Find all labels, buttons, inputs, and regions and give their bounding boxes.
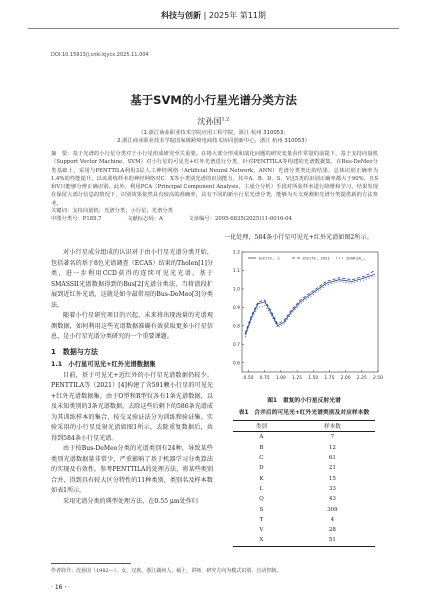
paper-title: 基于SVM的小行星光谱分类方法 — [130, 93, 297, 107]
right-column-intro: 一化处理，584条小行星可见光+红外光谱如图2所示。 — [224, 234, 373, 241]
affiliation-1: （1.浙江商业职业技术学院应用工程学院，浙江 杭州 310053； — [138, 130, 289, 136]
abstract: 摘 要：基于光谱的小行星分类对于小行星组成研究至关重要。在将大部分形成和演化问题的研究变量看作常量的前提下，基于支持向量机（Support Vector Machine，SVM）对小行星的可见光+红外光谱进行分类，针对PENTTILA等构建的光谱数据集，在Bus-DeMeo分类基础上，采用与PENTTILA利用3层人工神经网络（Artificial Neural Network，ANN）光谱分类类比的结果，总体识别正确率为1.4%的性能提升，以该训练样本的神经网络对C、X等小类别光谱的识别能力，其中A、B、D、S、V这5类的识别正确率都大于90%，且S和V只能够分辨正确识别。此外，利用PCA（Principal Component Analysis，主成分分析）手段对所获样本进行降维和学习，结果发现在保留大部分信息的情况下，识别效果依然具有较高的准确率，具有不同的新小行星光谱分类，能够为天文观测和光谱分类提供新的方法参考。 — [51, 151, 378, 207]
table-row — [233, 494, 375, 504]
body-paragraph-1: 目前，基于可见光+近红外的小行星光谱数据仍较少。PENTTILA等（2021）[4]构建了含591颗小行星的可见光+红外光谱数据集，由于O型和R型仅各有1条光谱数据，以及未知类别的3条光谱数据，去除这些后剩下的586条光谱成为其训练样本的集合，按交叉验证法分为训练和验证集。实验采用的小行星反射光谱如图1所示，去除重复数据后，共得到584条小行星光谱。 — [51, 371, 213, 442]
y-tick-label: 1.0 — [232, 287, 240, 293]
author-sup: 1,2 — [221, 116, 230, 123]
intro-paragraph-2: 随着小行星研究项目的兴起，未来将出现海量的光谱观测数据，如何利用这些光谱数据准确有效获取更多小行星信息，是小行星光谱分类研究的一个重要课题。 — [51, 312, 213, 340]
table-cell-count: 309 — [327, 506, 338, 513]
table-row — [233, 504, 375, 514]
table-cell-class: A — [259, 434, 264, 441]
table-cell-count: 43 — [328, 496, 336, 503]
table-cell-class: K — [259, 475, 264, 482]
legend-label: 2006 SA_... — [346, 256, 367, 261]
table-cell-count: 51 — [290, 535, 375, 546]
footnote: 作者简介：沈孙国（1982—），女，汉族，浙江湖州人，硕士，讲师，研究方向为模式识别、自动控制。 — [51, 568, 282, 574]
page-number: · 16 · — [51, 584, 67, 591]
table-row — [233, 432, 375, 443]
body-paragraph-3: 采用光谱分类的典型处理方法，在0.55 μm处作归 — [63, 497, 198, 505]
table-row — [233, 535, 375, 546]
table-cell-class: X — [233, 535, 290, 546]
table-row — [233, 453, 375, 463]
x-tick-label: 2.25 — [356, 376, 367, 381]
table-1 — [233, 420, 375, 547]
x-tick-label: 2.50 — [372, 376, 384, 381]
article-number: 文章编号：2095-6835(2025)11-0016-04 — [188, 216, 292, 222]
table-row — [233, 515, 375, 525]
plot-frame — [242, 252, 378, 372]
header-rule — [28, 28, 399, 29]
y-tick-label: 0.6 — [232, 361, 240, 367]
table-row — [233, 484, 375, 494]
journal-name: 科技与创新 — [161, 11, 202, 20]
author-name: 沈孙国 — [197, 117, 222, 126]
legend-label: 102173… 2021 — [302, 256, 330, 261]
table-cell-class: T — [259, 516, 264, 523]
clc-number: 中图分类号：P185.7 — [51, 216, 102, 222]
table-header-count: 样本数 — [290, 421, 375, 432]
x-tick-label: 1.25 — [292, 376, 303, 381]
journal-issue: | 2025年 第11期 — [203, 11, 266, 20]
series-line — [245, 274, 375, 335]
x-tick-label: 0.75 — [259, 376, 270, 381]
doi: DOI:10.15913/j.cnki.kjycx.2025.11.004 — [51, 52, 149, 58]
y-tick-label: 1.1 — [232, 268, 240, 274]
footnote-rule — [51, 563, 131, 564]
x-tick-label: 0.50 — [243, 376, 254, 381]
x-tick-label: 1.75 — [324, 376, 335, 381]
affiliation-2: 2.浙江商业职业技术学院国家级跨境电商技术协同创新中心，浙江 杭州 310053） — [117, 138, 310, 144]
table-cell-count: 28 — [328, 527, 336, 534]
table-row — [233, 525, 375, 535]
y-tick-label: 1.2 — [232, 250, 240, 256]
table-cell-count: 15 — [328, 475, 336, 482]
body-paragraph-2: 由于按Bus-DeMeo分类的光谱类别有24种，导致某些类别光谱数据量非常少，严重影响了基于机器学习分类算法的实现及有效性。参考PENTTILA的处理方法，将某些类别合并，得到具有较大区分特性的11种类别，类别名及样本数如表1所示。 — [51, 445, 213, 494]
figure-1-chart — [226, 248, 382, 390]
y-tick-label: 0.9 — [232, 305, 240, 311]
table-cell-count: 21 — [328, 465, 336, 472]
table-row — [233, 443, 375, 453]
table-cell-class: L — [259, 485, 264, 492]
intro-paragraph-1: 对小行星成分组成的认识对于由小行星光谱分类开始，包括著名的基于8色光谱调查（ECAS）结果的Tholen[1]分类，进一步利用CCD获得的连续可见光光谱，基于SMASSII光谱数据得到的Bus[2]光谱分类法，当将谱段扩展到近红外光谱，这就是如今最常用的Bus-DeMeo[3]分类法。 — [51, 249, 213, 309]
author — [0, 116, 427, 127]
y-tick-label: 0.7 — [232, 342, 240, 348]
table-cell-count: 12 — [328, 444, 336, 451]
table-row — [233, 463, 375, 473]
table-cell-class: D — [259, 465, 264, 472]
series-line — [245, 276, 375, 337]
y-tick-label: 0.8 — [232, 324, 240, 330]
keywords: 关键词：支持向量机；光谱分类；小行星；光谱分类 — [51, 208, 173, 214]
table-cell-count: 7 — [330, 434, 335, 441]
left-column — [51, 248, 213, 507]
x-tick-label: 2.00 — [340, 376, 351, 381]
table-cell-class: V — [259, 527, 264, 534]
figure-1-caption: 图1 重复的小行星反射光谱 — [267, 398, 341, 404]
meta-info — [51, 214, 378, 222]
x-tick-label: 1.50 — [308, 376, 319, 381]
table-cell-count: 61 — [328, 455, 336, 462]
table-cell-class: B — [259, 444, 264, 451]
legend-label: 102173… -1 — [258, 256, 281, 261]
journal-header — [0, 5, 427, 27]
table-cell-count: 33 — [328, 485, 336, 492]
document-code: 文献标志码：A — [127, 216, 163, 222]
table-row — [233, 473, 375, 483]
table-cell-class: C — [259, 455, 264, 462]
table-cell-class: Q — [259, 496, 264, 503]
section-1-heading: 1 数据与方法 — [51, 347, 98, 356]
section-1-1-heading: 1.1 小行星可见光+红外光谱数据集 — [51, 361, 156, 368]
table-cell-class: S — [259, 506, 264, 513]
table-1-caption: 表1 合并后的可见光+红外光谱类别及对应样本数 — [238, 410, 370, 416]
table-header-class: 类别 — [233, 421, 290, 432]
table-cell-count: 4 — [330, 516, 335, 523]
x-tick-label: 1.00 — [275, 376, 286, 381]
